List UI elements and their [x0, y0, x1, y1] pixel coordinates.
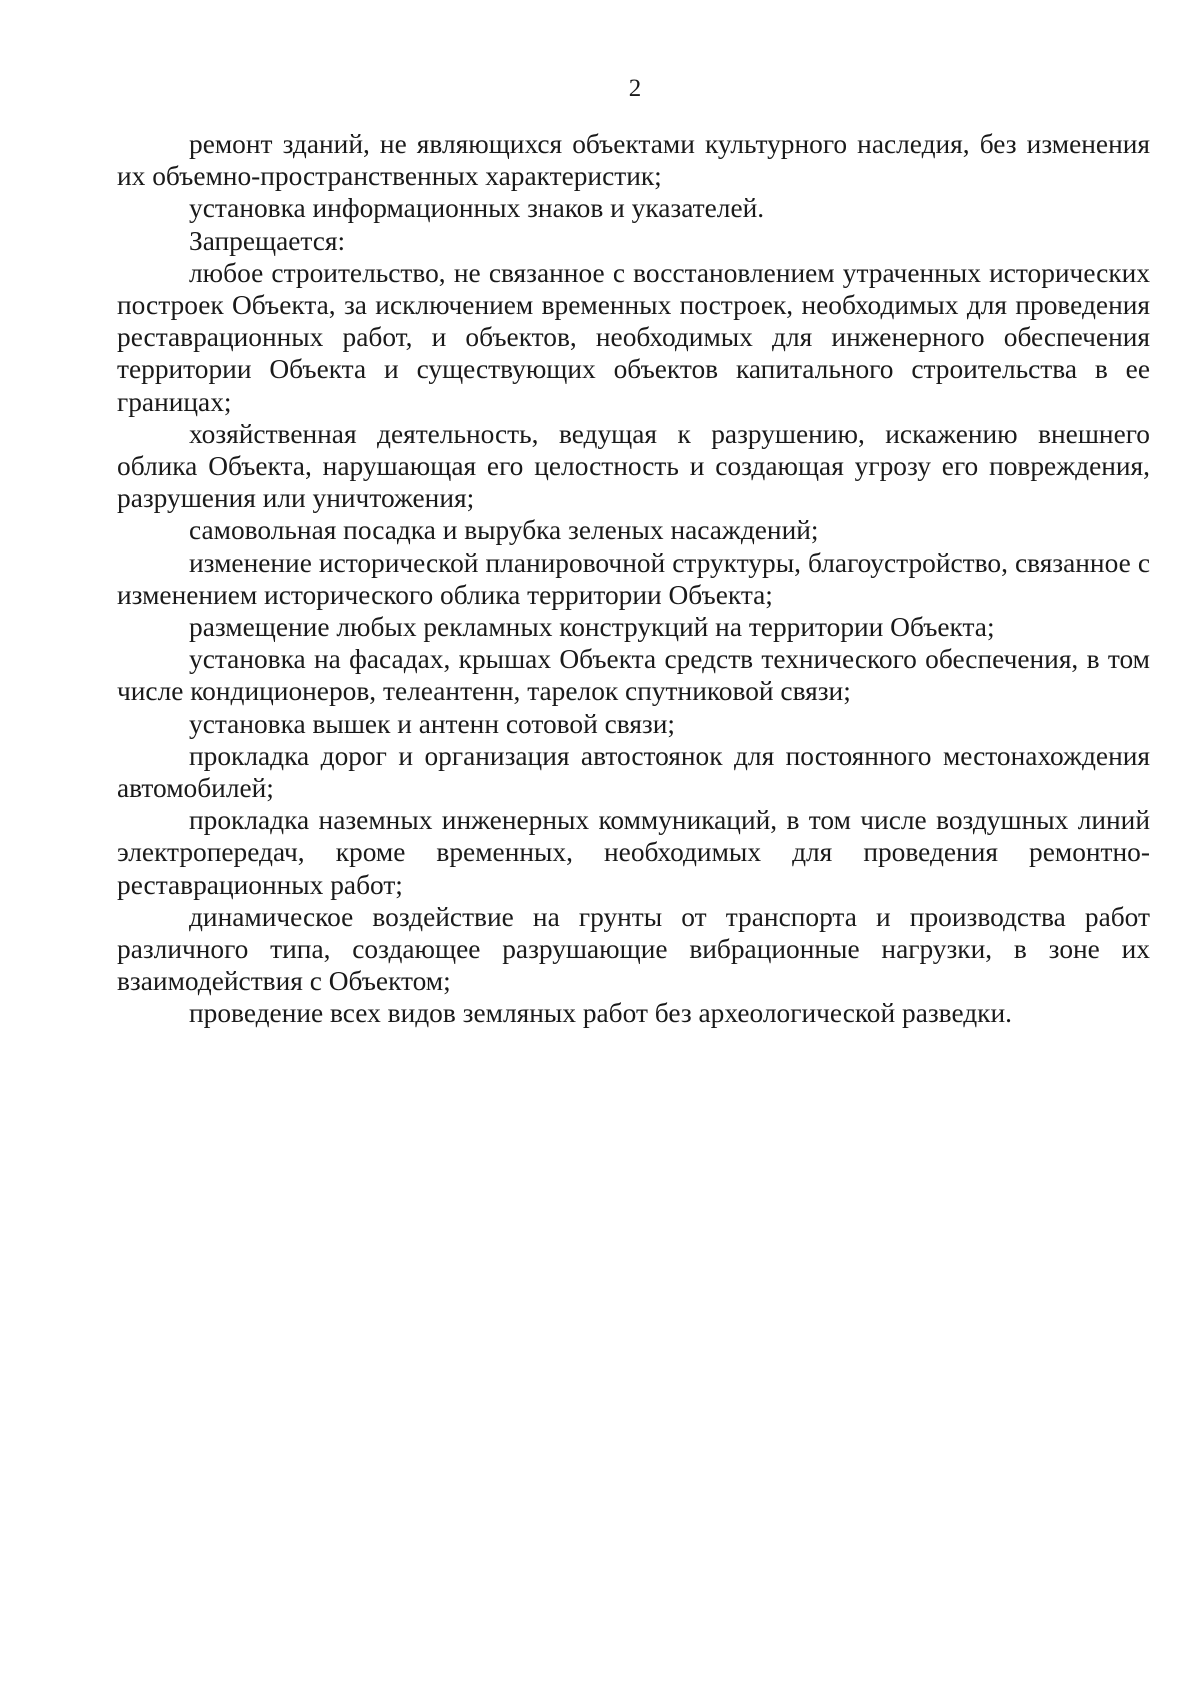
paragraph-earthworks: проведение всех видов земляных работ без археологической разведки.	[189, 998, 1012, 1029]
document-body	[117, 128, 1150, 1030]
paragraph-towers: установка вышек и антенн сотовой связи;	[189, 708, 676, 739]
paragraph-dynamic-impact: динамическое воздействие на грунты от транспорта и производства работ различного типа, создающее разрушающие вибрационные нагрузки, в зоне их взаимодействия с Объектом;	[117, 901, 1150, 997]
paragraph-planning-structure: изменение исторической планировочной структуры, благоустройство, связанное с изменением исторического облика территории Объекта;	[117, 547, 1150, 610]
paragraph-communications: прокладка наземных инженерных коммуникаций, в том числе воздушных линий электропередач, кроме временных, необходимых для проведения ремонтно-реставрационных работ;	[117, 805, 1150, 900]
page-number: 2	[628, 75, 642, 102]
paragraph-roads-parking: прокладка дорог и организация автостоянок для постоянного местонахождения автомобилей;	[117, 740, 1150, 804]
paragraph-prohibited-heading: Запрещается:	[189, 225, 346, 256]
paragraph-advertising: размещение любых рекламных конструкций на территории Объекта;	[189, 612, 995, 643]
paragraph-construction: любое строительство, не связанное с восстановлением утраченных исторических построек Объекта, за исключением временных построек, необходимых для проведения реставрационных работ, и объектов, необходимых для инженерного обеспечения территории Объекта и существующих объектов капитального строительства в ее границах;	[117, 257, 1150, 417]
paragraph-planting: самовольная посадка и вырубка зеленых насаждений;	[189, 515, 819, 546]
paragraph-facade-equipment: установка на фасадах, крышах Объекта средств технического обеспечения, в том числе кондиционеров, телеантенн, тарелок спутниковой связи;	[117, 644, 1150, 707]
paragraph-info-signs: установка информационных знаков и указателей.	[189, 193, 765, 224]
paragraph-repair-buildings: ремонт зданий, не являющихся объектами культурного наследия, без изменения их объемно-пространственных характеристик;	[117, 129, 1150, 192]
paragraph-economic-activity: хозяйственная деятельность, ведущая к разрушению, искажению внешнего облика Объекта, нарушающая его целостность и создающая угрозу его повреждения, разрушения или уничтожения;	[117, 418, 1150, 514]
